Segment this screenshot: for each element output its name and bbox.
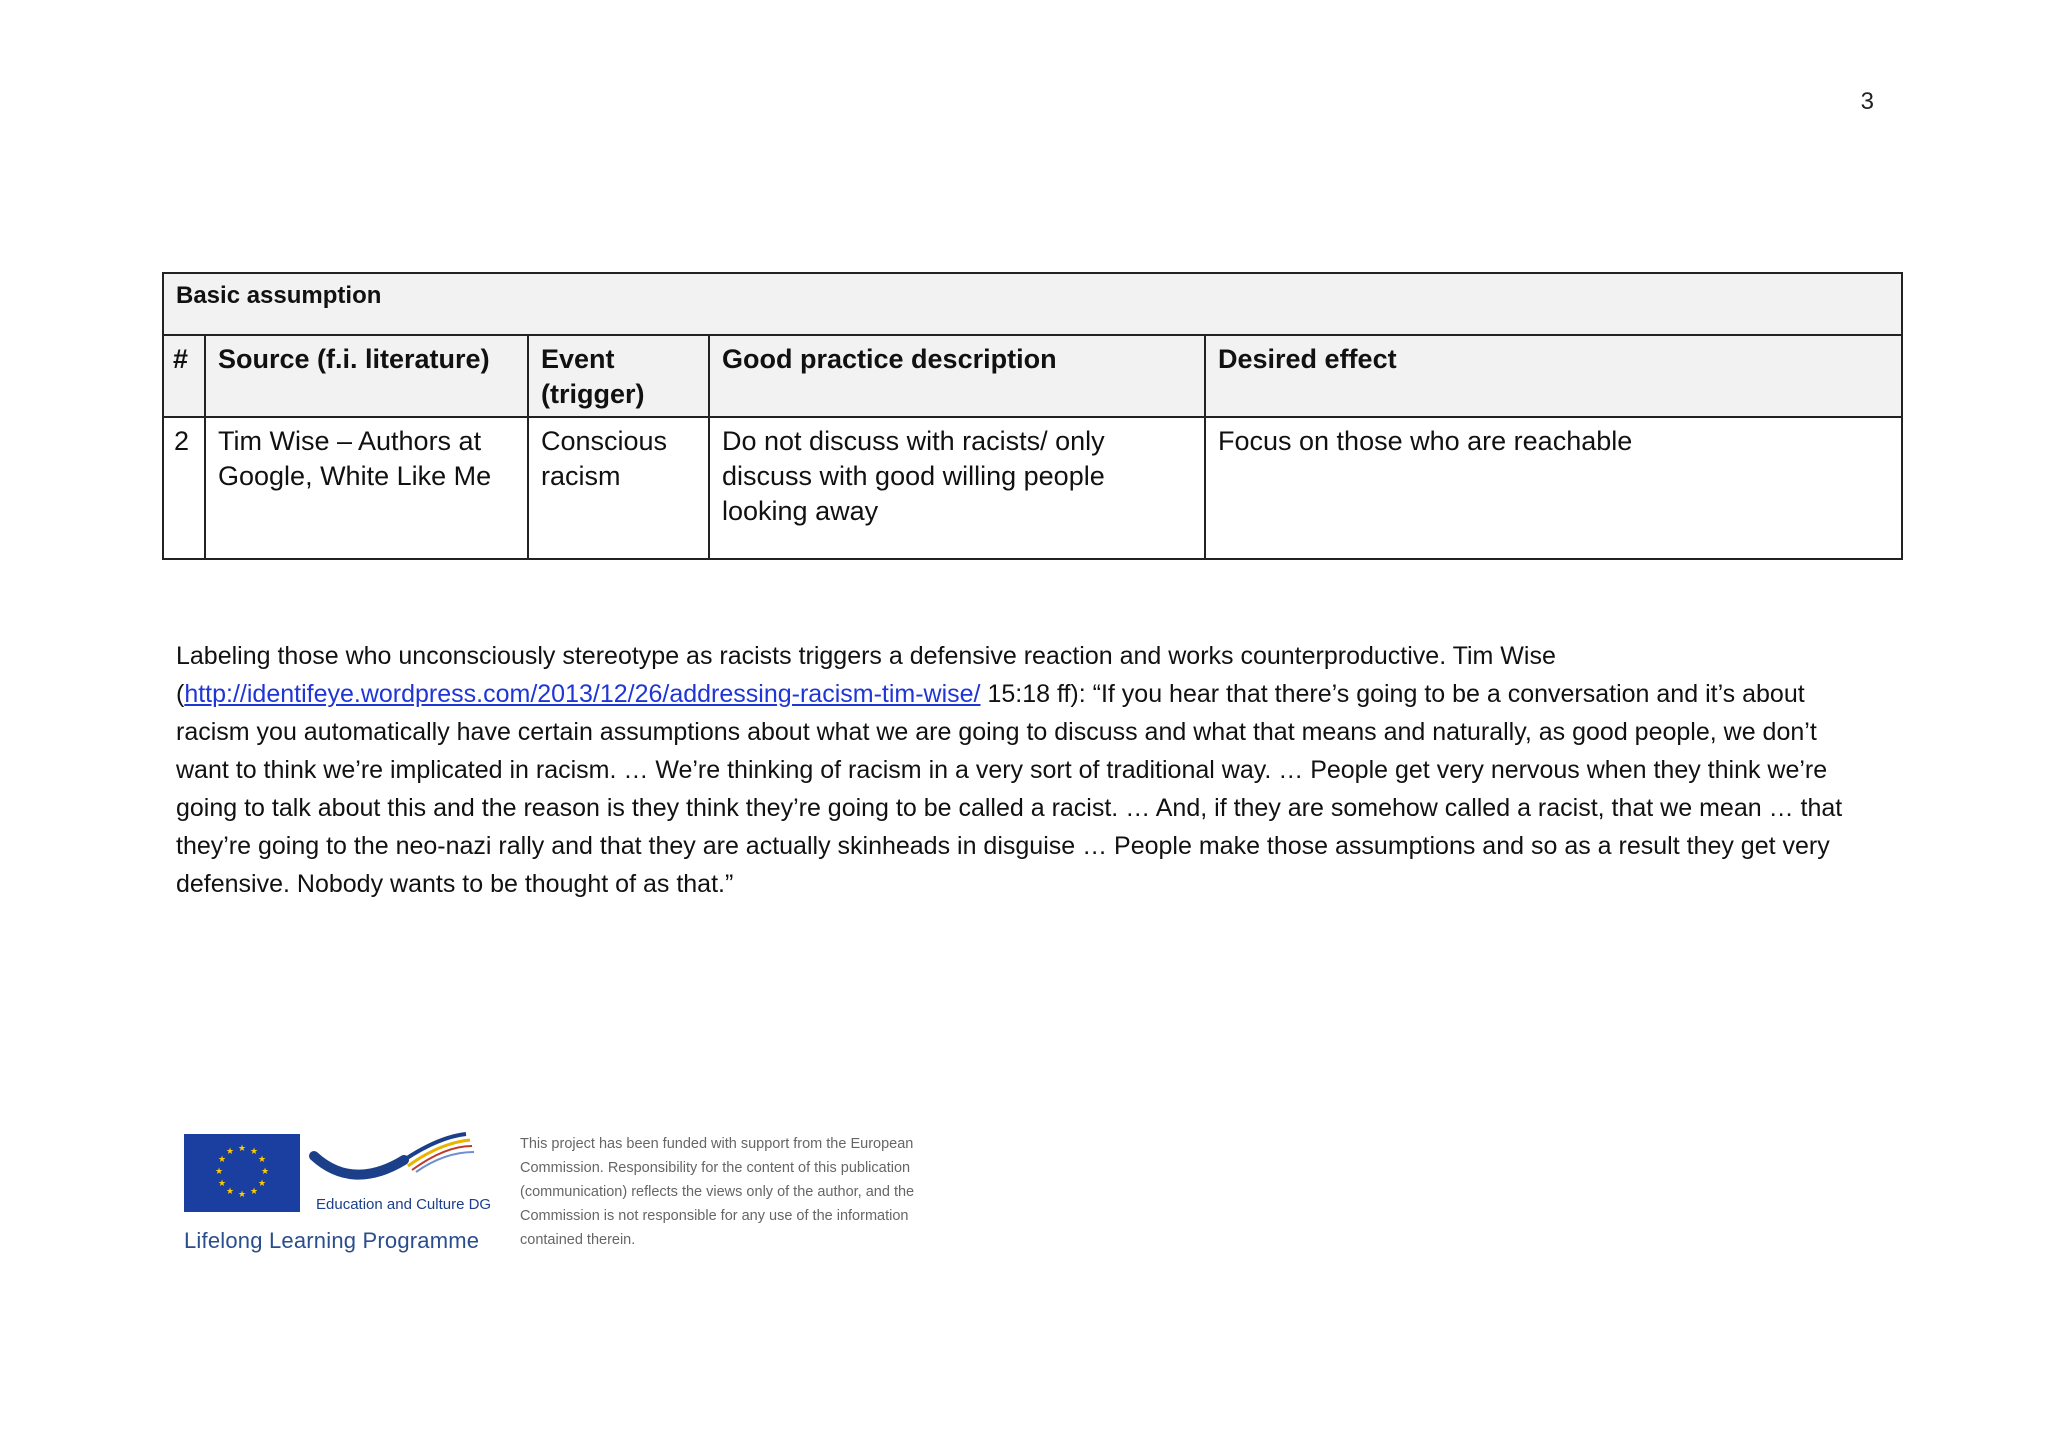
svg-text:★: ★ bbox=[225, 1147, 235, 1157]
funding-disclaimer: This project has been funded with support from the European Commission. Responsibility for the content of this publication (communication) reflects the views only of the author, and the Commission is not responsible for any use of the information contained therein. bbox=[520, 1136, 915, 1248]
row-source: Tim Wise – Authors at Google, White Like Me bbox=[205, 417, 528, 559]
header-number: # bbox=[163, 335, 205, 417]
svg-text:★: ★ bbox=[237, 1144, 247, 1154]
svg-text:★: ★ bbox=[217, 1155, 227, 1165]
assumption-table bbox=[162, 272, 1903, 560]
table-row bbox=[163, 417, 1902, 559]
row-description: Do not discuss with racists/ only discuss with good willing people looking away bbox=[709, 417, 1205, 559]
footer-logos bbox=[180, 1126, 970, 1266]
svg-text:★: ★ bbox=[237, 1190, 247, 1200]
svg-text:★: ★ bbox=[257, 1179, 267, 1189]
table-caption: Basic assumption bbox=[163, 273, 1902, 335]
svg-text:★: ★ bbox=[225, 1187, 235, 1197]
programme-label: Lifelong Learning Programme bbox=[184, 1228, 480, 1253]
header-source: Source (f.i. literature) bbox=[205, 335, 528, 417]
dg-label: Education and Culture DG bbox=[316, 1196, 492, 1213]
body-paragraph bbox=[176, 637, 1876, 903]
row-number: 2 bbox=[163, 417, 205, 559]
svg-text:★: ★ bbox=[249, 1147, 259, 1157]
svg-text:★: ★ bbox=[214, 1167, 224, 1177]
paragraph-intro: Labeling those who unconsciously stereotype as racists triggers a defensive reaction and works counterproductive. Tim Wise ( bbox=[176, 642, 1556, 708]
svg-text:★: ★ bbox=[217, 1179, 227, 1189]
header-description: Good practice description bbox=[709, 335, 1205, 417]
paragraph-rest: 15:18 ff): “If you hear that there’s going to be a conversation and it’s about racism you automatically have certain assumptions about what we are going to discuss and what that means and naturally, as good people, we don’t want to think we’re implicated in racism. … We’re thinking of racism in a very sort of traditional way. … People get very nervous when they think we’re going to talk about this and the reason is they think they’re going to be called a racist. … And, if they are somehow called a racist, that we mean … that they’re going to the neo-nazi rally and that they are actually skinheads in disguise … People make those assumptions and so as a result they get very defensive. Nobody wants to be thought of as that.” bbox=[176, 680, 1843, 898]
table-header-row bbox=[163, 335, 1902, 417]
svg-text:★: ★ bbox=[260, 1167, 270, 1177]
header-effect: Desired effect bbox=[1205, 335, 1902, 417]
eu-flag-icon bbox=[184, 1134, 300, 1212]
header-event: Event (trigger) bbox=[528, 335, 709, 417]
svg-text:★: ★ bbox=[249, 1187, 259, 1197]
row-effect: Focus on those who are reachable bbox=[1205, 417, 1902, 559]
svg-text:★: ★ bbox=[257, 1155, 267, 1165]
row-event: Conscious racism bbox=[528, 417, 709, 559]
table-caption-row bbox=[163, 273, 1902, 335]
page-number: 3 bbox=[1860, 88, 1874, 115]
source-link[interactable]: http://identifeye.wordpress.com/2013/12/26/addressing-racism-tim-wise/ bbox=[184, 680, 981, 708]
